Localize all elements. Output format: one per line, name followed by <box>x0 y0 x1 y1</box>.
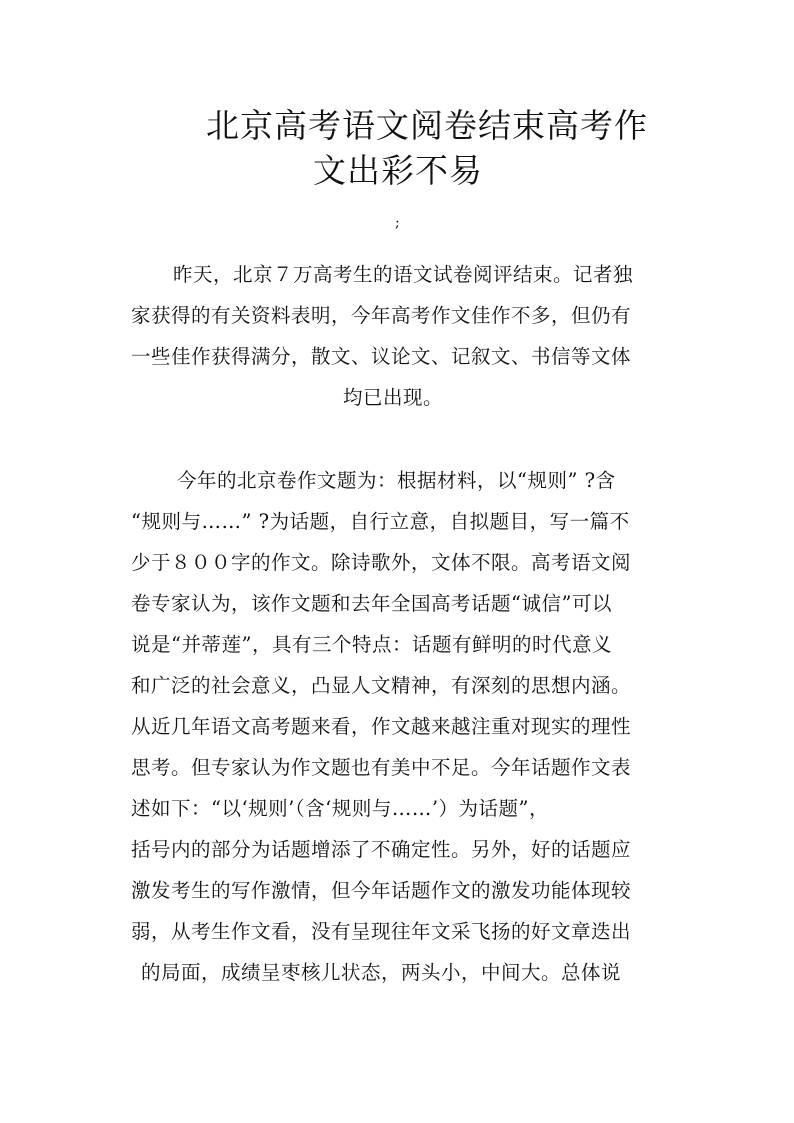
paragraph-1-line: 一些佳作获得满分，散文、议论文、记叙文、书信等文体 <box>131 345 632 368</box>
paragraph-2-line: 今年的北京卷作文题为：根据材料，以“规则” ?含 <box>177 469 616 492</box>
paragraph-1-line: 昨天，北京７万高考生的语文试卷阅评结束。记者独 <box>173 263 634 286</box>
title-line-1: 北京高考语文阅卷结束高考作 <box>206 106 648 145</box>
paragraph-2-line: 激发考生的写作激情，但今年话题作文的激发功能体现较 <box>131 879 632 902</box>
title-line-2: 文出彩不易 <box>313 151 483 190</box>
paragraph-2-line: 弱，从考生作文看，没有呈现往年文采飞扬的好文章迭出 <box>131 920 632 943</box>
paragraph-2-line: 括号内的部分为话题增添了不确定性。另外，好的话题应 <box>131 838 632 861</box>
paragraph-2-line: 述如下：“以‘规则’（含‘规则与……’）为话题”， <box>131 797 549 820</box>
paragraph-2-line: 少于８００字的作文。除诗歌外，文体不限。高考语文阅 <box>131 551 632 574</box>
paragraph-2-line: 的局面，成绩呈枣核儿状态，两头小，中间大。总体说 <box>141 961 622 984</box>
paragraph-2-line: “规则与……” ?为话题，自行立意，自拟题目，写一篇不 <box>131 510 630 533</box>
stray-mark: ; <box>395 215 400 231</box>
paragraph-2-line: 从近几年语文高考题来看，作文越来越注重对现实的理性 <box>131 715 632 738</box>
paragraph-2-line: 和广泛的社会意义，凸显人文精神，有深刻的思想内涵。 <box>131 674 632 697</box>
paragraph-1-line: 家获得的有关资料表明，今年高考作文佳作不多，但仍有 <box>131 304 632 327</box>
paragraph-2-line: 卷专家认为，该作文题和去年全国高考话题“诚信”可以 <box>131 592 612 615</box>
paragraph-2-line: 思考。但专家认为作文题也有美中不足。今年话题作文表 <box>131 756 632 779</box>
paragraph-2-line: 说是“并蒂莲”，具有三个特点：话题有鲜明的时代意义 <box>131 633 612 656</box>
paragraph-1-line: 均已出现。 <box>343 386 444 409</box>
